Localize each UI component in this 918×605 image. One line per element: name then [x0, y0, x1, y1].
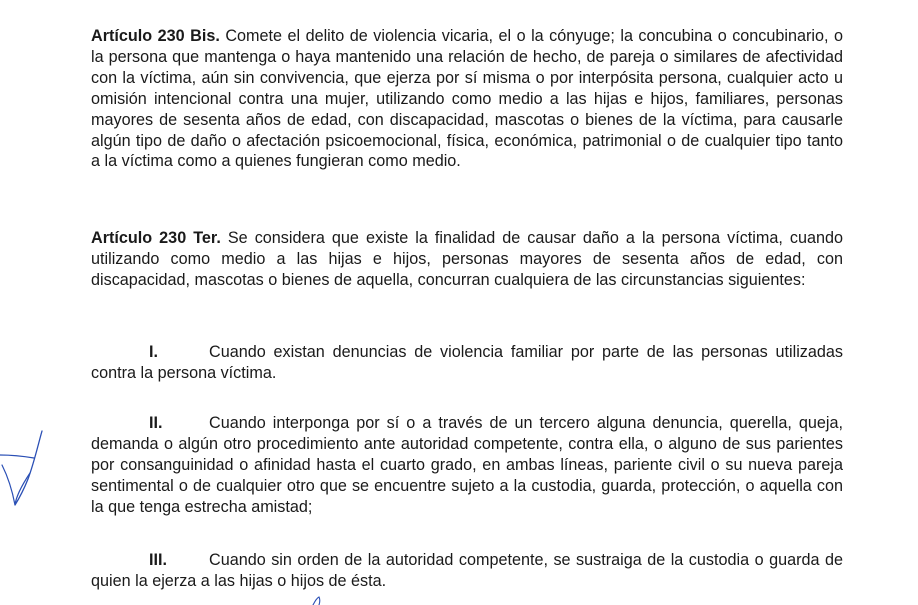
fraccion-iii: [91, 550, 843, 592]
articulo-230-ter-text: Se considera que existe la finalidad de causar daño a la persona víctima, cuando utilizando como medio a las hijas e hijos, personas mayores de sesenta años de edad, con discapacidad, mascotas o bienes de aquella, concurran cualquiera de las circunstancias siguientes:: [91, 229, 844, 289]
fraccion-i: [91, 342, 843, 384]
fraccion-i-numeral: I.: [149, 343, 158, 361]
fraccion-ii-numeral: II.: [149, 414, 163, 432]
margin-signature-mark: [0, 425, 50, 515]
fraccion-iii-numeral: III.: [149, 551, 167, 569]
fraccion-iii-text: Cuando sin orden de la autoridad competente, se sustraiga de la custodia o guarda de quien la ejerza a las hijas o hijos de ésta.: [91, 551, 843, 590]
articulo-230-bis-text: Comete el delito de violencia vicaria, el o la cónyuge; la concubina o concubinario, o la persona que mantenga o haya mantenido una relación de hecho, de pareja o similares de afectividad con la víctima, aún sin convivencia, que ejerza por sí misma o por interpósita persona, cualquier acto u omisión intencional contra una mujer, utilizando como medio a las hijas e hijos, familiares, personas mayores de sesenta años de edad, con discapacidad, mascotas o bienes de la víctima, para causarle algún tipo de daño o afectación psicoemocional, física, económica, patrimonial o de cualquier tipo tanto a la víctima como a quienes fungieran como medio.: [91, 27, 843, 171]
fraccion-ii: [91, 413, 843, 518]
articulo-230-ter: [91, 228, 843, 291]
articulo-230-ter-heading: Artículo 230 Ter.: [91, 229, 221, 247]
articulo-230-bis-heading: Artículo 230 Bis.: [91, 27, 220, 45]
handwritten-mark: [311, 596, 325, 605]
fraccion-ii-text: Cuando interponga por sí o a través de un tercero alguna denuncia, querella, queja, demanda o algún otro procedimiento ante autoridad competente, contra ella, o alguno de sus parientes por consanguinidad o afinidad hasta el cuarto grado, en ambas líneas, pariente civil o su nueva pareja sentimental o de cualquier otro que se encuentre sujeto a la custodia, guarda, protección, o aquella con la que tenga estrecha amistad;: [91, 414, 843, 516]
fraccion-i-text: Cuando existan denuncias de violencia familiar por parte de las personas utilizadas contra la persona víctima.: [91, 343, 843, 382]
articulo-230-bis: [91, 26, 843, 172]
